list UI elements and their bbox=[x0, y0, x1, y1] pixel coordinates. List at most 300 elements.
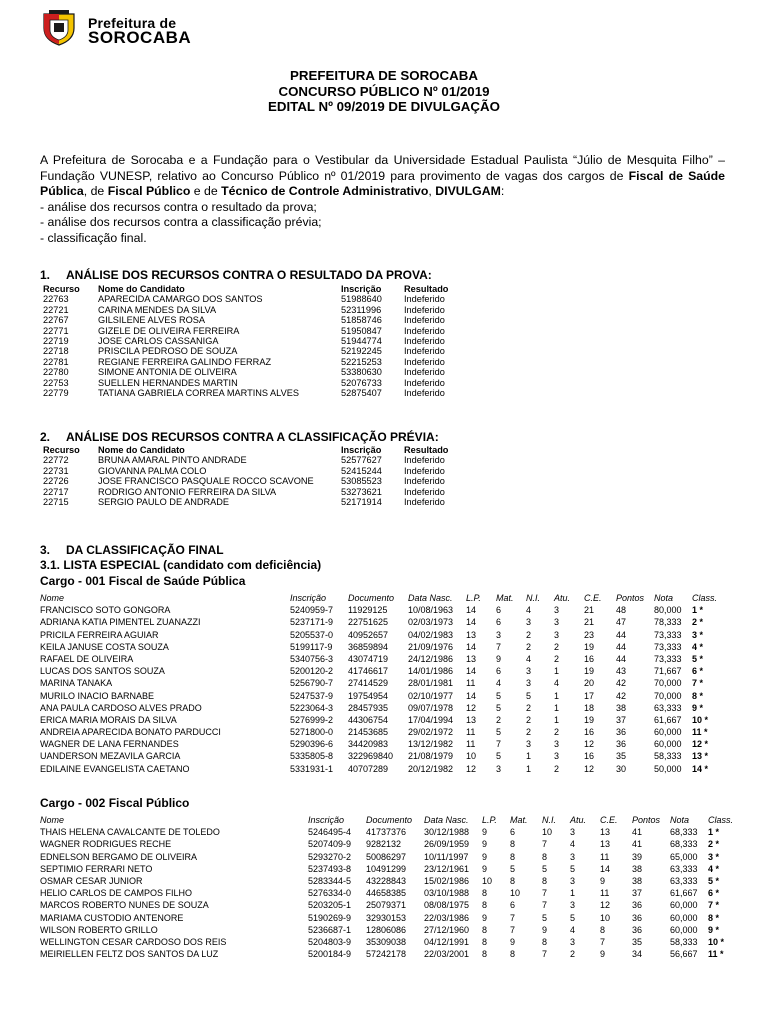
table-cell: 25079371 bbox=[366, 900, 407, 911]
table-cell: 5 * bbox=[692, 653, 704, 664]
table-cell: 11 bbox=[600, 888, 610, 899]
table-cell: 58,333 bbox=[670, 936, 698, 947]
table-cell: 37 bbox=[632, 888, 643, 899]
table-cell: 22715 bbox=[43, 496, 69, 507]
table-cell: 7 bbox=[496, 739, 502, 750]
table-cell: ERICA MARIA MORAIS DA SILVA bbox=[40, 714, 177, 725]
table-cell: 22753 bbox=[43, 377, 69, 388]
table-cell: 10 bbox=[600, 912, 611, 923]
section-1-title: ANÁLISE DOS RECURSOS CONTRA O RESULTADO DA PROVA: bbox=[66, 268, 432, 282]
table-cell: 57242178 bbox=[366, 949, 407, 960]
table-cell: 28457935 bbox=[348, 702, 389, 713]
table-cell: 4 bbox=[570, 839, 576, 850]
table-cell: 2 bbox=[570, 949, 576, 960]
table-cell: 16 bbox=[584, 653, 595, 664]
table-header-cell: C.E. bbox=[584, 593, 602, 603]
table-header-cell: Data Nasc. bbox=[424, 815, 469, 825]
logo-line-1: Prefeitura de bbox=[88, 15, 177, 31]
table-header-cell: Documento bbox=[348, 593, 395, 603]
table-cell: 8 bbox=[510, 851, 516, 862]
table-cell: 1 bbox=[554, 714, 560, 725]
table-cell: 5200184-9 bbox=[308, 949, 352, 960]
table-cell: 5 bbox=[570, 912, 576, 923]
table-header-cell: Pontos bbox=[616, 593, 645, 603]
table-cell: 11 bbox=[466, 727, 476, 738]
table-cell: 41746617 bbox=[348, 666, 389, 677]
table-cell: 35 bbox=[616, 751, 627, 762]
table-cell: 36 bbox=[616, 727, 627, 738]
table-cell: Indeferido bbox=[404, 346, 445, 357]
intro-item: - análise dos recursos contra a classificação prévia; bbox=[40, 215, 322, 229]
table-cell: 42 bbox=[616, 678, 627, 689]
table-cell: 63,333 bbox=[670, 875, 698, 886]
table-cell: 1 bbox=[554, 666, 560, 677]
table-cell: 8 * bbox=[708, 912, 720, 923]
table-cell: 60,000 bbox=[654, 727, 682, 738]
section-1-number: 1. bbox=[40, 268, 51, 282]
table-cell: 10 bbox=[542, 827, 553, 838]
table-header-cell: Mat. bbox=[510, 815, 528, 825]
table-cell: 10/08/1963 bbox=[408, 605, 454, 616]
table-cell: 8 bbox=[482, 949, 488, 960]
table-cell: Indeferido bbox=[404, 335, 445, 346]
table-header-cell: Nota bbox=[654, 593, 674, 603]
section-3-1-heading: 3.1. LISTA ESPECIAL (candidato com deficiência) bbox=[40, 558, 322, 572]
table-cell: 30/12/1988 bbox=[424, 827, 470, 838]
table-cell: 13 bbox=[600, 827, 611, 838]
table-cell: 13 bbox=[600, 839, 611, 850]
table-cell: 3 bbox=[554, 739, 560, 750]
table-header-cell: Pontos bbox=[632, 815, 661, 825]
table-cell: 3 bbox=[570, 851, 576, 862]
intro-item: - classificação final. bbox=[40, 230, 147, 245]
table-cell: 3 bbox=[526, 678, 532, 689]
table-cell: 3 bbox=[554, 617, 560, 628]
section-2-heading bbox=[40, 430, 439, 444]
table-header-cell: Inscrição bbox=[341, 445, 382, 455]
table-cell: 9 bbox=[482, 863, 488, 874]
table-cell: 53085523 bbox=[341, 476, 382, 487]
sorocaba-crest-icon bbox=[40, 10, 78, 46]
table-cell: 4 * bbox=[692, 641, 704, 652]
table-cell: 5340756-3 bbox=[290, 653, 334, 664]
table-cell: KEILA JANUSE COSTA SOUZA bbox=[40, 641, 169, 652]
table-header-cell: Class. bbox=[692, 593, 718, 603]
table-cell: 13 * bbox=[692, 751, 709, 762]
table-cell: 10/11/1997 bbox=[424, 851, 469, 862]
table-cell: 38 bbox=[632, 863, 643, 874]
table-cell: 14 bbox=[466, 690, 477, 701]
table-cell: 34420983 bbox=[348, 739, 389, 750]
table-cell: 1 bbox=[570, 888, 576, 899]
table-cell: 22781 bbox=[43, 356, 69, 367]
table-header-cell: C.E. bbox=[600, 815, 618, 825]
table-cell: 41 bbox=[632, 827, 643, 838]
table-cell: 27/12/1960 bbox=[424, 924, 470, 935]
table-cell: 36 bbox=[632, 924, 643, 935]
table-cell: Indeferido bbox=[404, 496, 445, 507]
table-cell: 3 bbox=[570, 900, 576, 911]
table-cell: 12 bbox=[584, 739, 595, 750]
intro-text-part: , bbox=[428, 184, 436, 198]
table-cell: 10 bbox=[466, 751, 477, 762]
table-cell: RAFAEL DE OLIVEIRA bbox=[40, 653, 134, 664]
table-cell: 14 bbox=[466, 666, 477, 677]
table-cell: 22/03/1986 bbox=[424, 912, 470, 923]
intro-text bbox=[40, 153, 725, 200]
table-cell: 36 bbox=[632, 900, 643, 911]
table-cell: GIZELE DE OLIVEIRA FERREIRA bbox=[98, 325, 240, 336]
table-cell: ANDREIA APARECIDA BONATO PARDUCCI bbox=[40, 727, 221, 738]
table-cell: 60,000 bbox=[670, 912, 698, 923]
table-cell: 7 bbox=[510, 924, 516, 935]
table-header-cell: Documento bbox=[366, 815, 413, 825]
table-cell: 2 bbox=[526, 641, 532, 652]
table-cell: 5223064-3 bbox=[290, 702, 334, 713]
table-header-cell: N.I. bbox=[526, 593, 541, 603]
table-cell: 9 bbox=[542, 924, 548, 935]
table-header-cell: L.P. bbox=[466, 593, 481, 603]
table-cell: 16 bbox=[584, 727, 595, 738]
table-cell: 51950847 bbox=[341, 325, 382, 336]
table-cell: 14 bbox=[466, 605, 477, 616]
table-cell: 20 bbox=[584, 678, 595, 689]
table-cell: 4 * bbox=[708, 863, 720, 874]
table-cell: MEIRIELLEN FELTZ DOS SANTOS DA LUZ bbox=[40, 949, 219, 960]
table-cell: 8 bbox=[542, 851, 548, 862]
table-cell: 22751625 bbox=[348, 617, 389, 628]
table-cell: 60,000 bbox=[654, 739, 682, 750]
table-cell: 9 bbox=[510, 936, 516, 947]
table-header-cell: Inscrição bbox=[308, 815, 345, 825]
table-cell: 36 bbox=[632, 912, 643, 923]
table-cell: Indeferido bbox=[404, 315, 445, 326]
table-cell: 41 bbox=[632, 839, 643, 850]
table-cell: 3 bbox=[496, 763, 502, 774]
table-cell: 63,333 bbox=[670, 863, 698, 874]
table-cell: 43074719 bbox=[348, 653, 389, 664]
table-cell: 1 bbox=[554, 690, 560, 701]
table-cell: 5271800-0 bbox=[290, 727, 334, 738]
table-cell: 52171914 bbox=[341, 496, 382, 507]
table-cell: 47 bbox=[616, 617, 627, 628]
table-cell: Indeferido bbox=[404, 367, 445, 378]
table-cell: 42 bbox=[616, 690, 627, 701]
table-cell: 9 bbox=[482, 839, 488, 850]
table-cell: 21/08/1979 bbox=[408, 751, 454, 762]
table-cell: 22771 bbox=[43, 325, 69, 336]
table-cell: 3 bbox=[570, 827, 576, 838]
table-cell: SUELLEN HERNANDES MARTIN bbox=[98, 377, 238, 388]
table-cell: 40952657 bbox=[348, 629, 389, 640]
table-cell: 12 bbox=[466, 763, 477, 774]
table-header-cell: Class. bbox=[708, 815, 734, 825]
table-cell: 2 bbox=[554, 641, 560, 652]
table-cell: 5240959-7 bbox=[290, 605, 334, 616]
table-cell: 3 bbox=[526, 739, 532, 750]
table-cell: 7 bbox=[496, 641, 502, 652]
table-cell: FRANCISCO SOTO GONGORA bbox=[40, 605, 171, 616]
table-cell: 43 bbox=[616, 666, 627, 677]
table-cell: 30 bbox=[616, 763, 627, 774]
table-cell: 35 bbox=[632, 936, 643, 947]
table-cell: 13 bbox=[466, 714, 477, 725]
table-cell: 68,333 bbox=[670, 827, 698, 838]
table-header-cell: Atu. bbox=[554, 593, 571, 603]
table-cell: 5190269-9 bbox=[308, 912, 352, 923]
table-cell: 5293270-2 bbox=[308, 851, 352, 862]
table-cell: 44 bbox=[616, 641, 627, 652]
table-cell: 5276334-0 bbox=[308, 888, 352, 899]
table-header-cell: Atu. bbox=[570, 815, 587, 825]
table-cell: UANDERSON MEZAVILA GARCIA bbox=[40, 751, 181, 762]
table-cell: 44306754 bbox=[348, 714, 389, 725]
table-cell: 1 * bbox=[708, 827, 720, 838]
table-cell: 73,333 bbox=[654, 629, 682, 640]
table-cell: TATIANA GABRIELA CORREA MARTINS ALVES bbox=[98, 387, 299, 398]
table-cell: 5237493-8 bbox=[308, 863, 352, 874]
table-cell: WAGNER DE LANA FERNANDES bbox=[40, 739, 179, 750]
table-cell: 2 bbox=[526, 714, 532, 725]
table-cell: 22731 bbox=[43, 465, 69, 476]
table-cell: 21/09/1976 bbox=[408, 641, 454, 652]
table-cell: 7 bbox=[542, 839, 548, 850]
table-cell: RODRIGO ANTONIO FERREIRA DA SILVA bbox=[98, 486, 277, 497]
table-cell: 5 bbox=[496, 727, 502, 738]
table-cell: 2 bbox=[496, 714, 502, 725]
table-cell: 04/02/1983 bbox=[408, 629, 454, 640]
table-cell: 8 bbox=[510, 875, 516, 886]
table-cell: 21 bbox=[584, 605, 595, 616]
table-cell: 6 bbox=[496, 605, 502, 616]
table-cell: 14 * bbox=[692, 763, 709, 774]
table-cell: 4 bbox=[554, 678, 560, 689]
table-cell: 10 * bbox=[692, 714, 709, 725]
intro-text-part: e de bbox=[190, 184, 222, 198]
table-cell: SERGIO PAULO DE ANDRADE bbox=[98, 496, 230, 507]
table-cell: 5 bbox=[526, 690, 532, 701]
table-cell: 2 bbox=[526, 629, 532, 640]
table-cell: 80,000 bbox=[654, 605, 682, 616]
table-cell: 7 bbox=[542, 949, 548, 960]
table-cell: 32930153 bbox=[366, 912, 407, 923]
section-2-number: 2. bbox=[40, 430, 51, 444]
table-cell: 65,000 bbox=[670, 851, 698, 862]
table-cell: 7 bbox=[542, 888, 548, 899]
table-cell: 44 bbox=[616, 653, 627, 664]
table-header-cell: Nome do Candidato bbox=[98, 284, 185, 294]
table-cell: 2 bbox=[526, 702, 532, 713]
table-cell: 52215253 bbox=[341, 356, 382, 367]
table-cell: 5 bbox=[510, 863, 516, 874]
table-cell: 40707289 bbox=[348, 763, 389, 774]
table-cell: 6 bbox=[496, 617, 502, 628]
table-cell: 04/12/1991 bbox=[424, 936, 470, 947]
table-header-cell: Recurso bbox=[43, 445, 80, 455]
table-cell: 9 bbox=[600, 949, 606, 960]
table-cell: 28/01/1981 bbox=[408, 678, 454, 689]
table-cell: 8 bbox=[482, 900, 488, 911]
table-cell: 18 bbox=[584, 702, 595, 713]
table-cell: WAGNER RODRIGUES RECHE bbox=[40, 839, 172, 850]
table-cell: 29/02/1972 bbox=[408, 727, 454, 738]
table-cell: 27414529 bbox=[348, 678, 389, 689]
table-cell: 9 * bbox=[692, 702, 704, 713]
table-cell: 5204803-9 bbox=[308, 936, 352, 947]
table-cell: 61,667 bbox=[654, 714, 682, 725]
section-2-title: ANÁLISE DOS RECURSOS CONTRA A CLASSIFICAÇÃO PRÉVIA: bbox=[66, 430, 439, 444]
table-cell: 14/01/1986 bbox=[408, 666, 454, 677]
table-cell: 3 bbox=[570, 875, 576, 886]
table-cell: 8 bbox=[482, 924, 488, 935]
table-cell: 6 bbox=[510, 900, 516, 911]
table-cell: 5 bbox=[542, 912, 548, 923]
table-cell: 5 bbox=[570, 863, 576, 874]
table-cell: 11 * bbox=[692, 727, 708, 738]
table-cell: 58,333 bbox=[654, 751, 682, 762]
table-cell: PRISCILA PEDROSO DE SOUZA bbox=[98, 346, 238, 357]
table-cell: 52415244 bbox=[341, 465, 382, 476]
intro-bold-cargo-1: Fiscal de Saúde Pública bbox=[40, 168, 726, 198]
table-cell: 3 bbox=[554, 629, 560, 640]
table-cell: 5283344-5 bbox=[308, 875, 352, 886]
table-cell: 2 * bbox=[708, 839, 720, 850]
table-cell: 52311996 bbox=[341, 304, 382, 315]
table-cell: 09/07/1978 bbox=[408, 702, 454, 713]
table-cell: 22/03/2001 bbox=[424, 949, 470, 960]
table-cell: 4 bbox=[526, 653, 532, 664]
table-cell: 5207409-9 bbox=[308, 839, 352, 850]
table-cell: 43228843 bbox=[366, 875, 407, 886]
table-cell: 5200120-2 bbox=[290, 666, 334, 677]
intro-text-part: : bbox=[500, 184, 505, 198]
table-cell: 23/12/1961 bbox=[424, 863, 470, 874]
table-cell: OSMAR CESAR JUNIOR bbox=[40, 875, 143, 886]
table-cell: HELIO CARLOS DE CAMPOS FILHO bbox=[40, 888, 193, 899]
table-cell: 2 bbox=[554, 653, 560, 664]
table-cell: JOSE CARLOS CASSANIGA bbox=[98, 335, 219, 346]
table-cell: SIMONE ANTONIA DE OLIVEIRA bbox=[98, 367, 237, 378]
table-cell: 19754954 bbox=[348, 690, 389, 701]
table-cell: 5237171-9 bbox=[290, 617, 334, 628]
table-cell: Indeferido bbox=[404, 304, 445, 315]
table-cell: 6 bbox=[510, 827, 516, 838]
table-cell: Indeferido bbox=[404, 377, 445, 388]
table-cell: 3 bbox=[526, 617, 532, 628]
table-cell: 35309038 bbox=[366, 936, 407, 947]
table-cell: 39 bbox=[632, 851, 643, 862]
table-cell: ANA PAULA CARDOSO ALVES PRADO bbox=[40, 702, 202, 713]
table-cell: 8 bbox=[482, 936, 488, 947]
table-cell: 63,333 bbox=[654, 702, 682, 713]
table-cell: Indeferido bbox=[404, 387, 445, 398]
table-cell: 3 bbox=[554, 605, 560, 616]
table-cell: 1 * bbox=[692, 605, 704, 616]
table-header-cell: Inscrição bbox=[290, 593, 327, 603]
table-cell: 9 * bbox=[708, 924, 720, 935]
table-cell: 14 bbox=[466, 641, 477, 652]
table-cell: 2 bbox=[554, 763, 560, 774]
table-cell: 22719 bbox=[43, 335, 69, 346]
prefeitura-logo bbox=[40, 10, 200, 46]
intro-bold-cargo-3: Técnico de Controle Administrativo bbox=[221, 184, 429, 198]
cargo-002-heading: Cargo - 002 Fiscal Público bbox=[40, 796, 190, 810]
cargo-001-heading: Cargo - 001 Fiscal de Saúde Pública bbox=[40, 574, 246, 588]
table-cell: 3 * bbox=[708, 851, 720, 862]
section-3-number: 3. bbox=[40, 543, 51, 557]
table-cell: 6 bbox=[496, 666, 502, 677]
table-cell: Indeferido bbox=[404, 455, 445, 466]
table-cell: 38 bbox=[632, 875, 643, 886]
intro-text-part: , de bbox=[83, 184, 108, 198]
table-cell: 22780 bbox=[43, 367, 69, 378]
table-cell: 2 bbox=[554, 727, 560, 738]
title-line-1: PREFEITURA DE SOROCABA bbox=[290, 68, 478, 83]
table-cell: 02/10/1977 bbox=[408, 690, 454, 701]
table-cell: MARIAMA CUSTODIO ANTENORE bbox=[40, 912, 184, 923]
table-cell: 11 * bbox=[708, 949, 724, 960]
intro-bold-divulgam: DIVULGAM bbox=[435, 184, 501, 198]
table-cell: 5 bbox=[542, 863, 548, 874]
table-cell: 5 bbox=[496, 751, 502, 762]
table-cell: 5236687-1 bbox=[308, 924, 352, 935]
table-cell: CARINA MENDES DA SILVA bbox=[98, 304, 217, 315]
table-cell: 21453685 bbox=[348, 727, 389, 738]
table-cell: 13/12/1982 bbox=[408, 739, 454, 750]
table-cell: 8 bbox=[510, 949, 516, 960]
table-cell: 11 bbox=[600, 851, 610, 862]
table-cell: BRUNA AMARAL PINTO ANDRADE bbox=[98, 455, 247, 466]
table-cell: 44 bbox=[616, 629, 627, 640]
table-header-cell: Inscrição bbox=[341, 284, 382, 294]
table-cell: 8 bbox=[482, 888, 488, 899]
table-cell: 1 bbox=[526, 763, 532, 774]
table-cell: 22717 bbox=[43, 486, 69, 497]
table-cell: 5256790-7 bbox=[290, 678, 334, 689]
table-header-cell: Resultado bbox=[404, 284, 449, 294]
table-cell: 17 bbox=[584, 690, 595, 701]
table-cell: 48 bbox=[616, 605, 627, 616]
table-cell: 60,000 bbox=[670, 924, 698, 935]
table-cell: 13 bbox=[466, 653, 477, 664]
table-cell: Indeferido bbox=[404, 294, 445, 305]
section-3-title: DA CLASSIFICAÇÃO FINAL bbox=[66, 543, 224, 557]
table-cell: LUCAS DOS SANTOS SOUZA bbox=[40, 666, 165, 677]
table-cell: EDILAINE EVANGELISTA CAETANO bbox=[40, 763, 190, 774]
table-header-cell: Nome bbox=[40, 815, 65, 825]
table-header-cell: Data Nasc. bbox=[408, 593, 453, 603]
table-cell: 23 bbox=[584, 629, 595, 640]
table-cell: 36859894 bbox=[348, 641, 389, 652]
table-cell: 5335805-8 bbox=[290, 751, 334, 762]
intro-item: - análise dos recursos contra o resultado da prova; bbox=[40, 199, 317, 214]
table-cell: 52192245 bbox=[341, 346, 382, 357]
table-cell: SEPTIMIO FERRARI NETO bbox=[40, 863, 153, 874]
table-cell: 50,000 bbox=[654, 763, 682, 774]
table-cell: 08/08/1975 bbox=[424, 900, 470, 911]
table-cell: 10 bbox=[510, 888, 521, 899]
table-cell: 2 bbox=[526, 727, 532, 738]
table-cell: 73,333 bbox=[654, 653, 682, 664]
table-cell: 10491299 bbox=[366, 863, 407, 874]
table-cell: 36 bbox=[616, 739, 627, 750]
table-cell: 24/12/1986 bbox=[408, 653, 454, 664]
table-cell: 34 bbox=[632, 949, 643, 960]
table-cell: 22772 bbox=[43, 455, 69, 466]
table-cell: 9 bbox=[482, 827, 488, 838]
table-cell: 8 * bbox=[692, 690, 704, 701]
table-cell: 4 bbox=[570, 924, 576, 935]
